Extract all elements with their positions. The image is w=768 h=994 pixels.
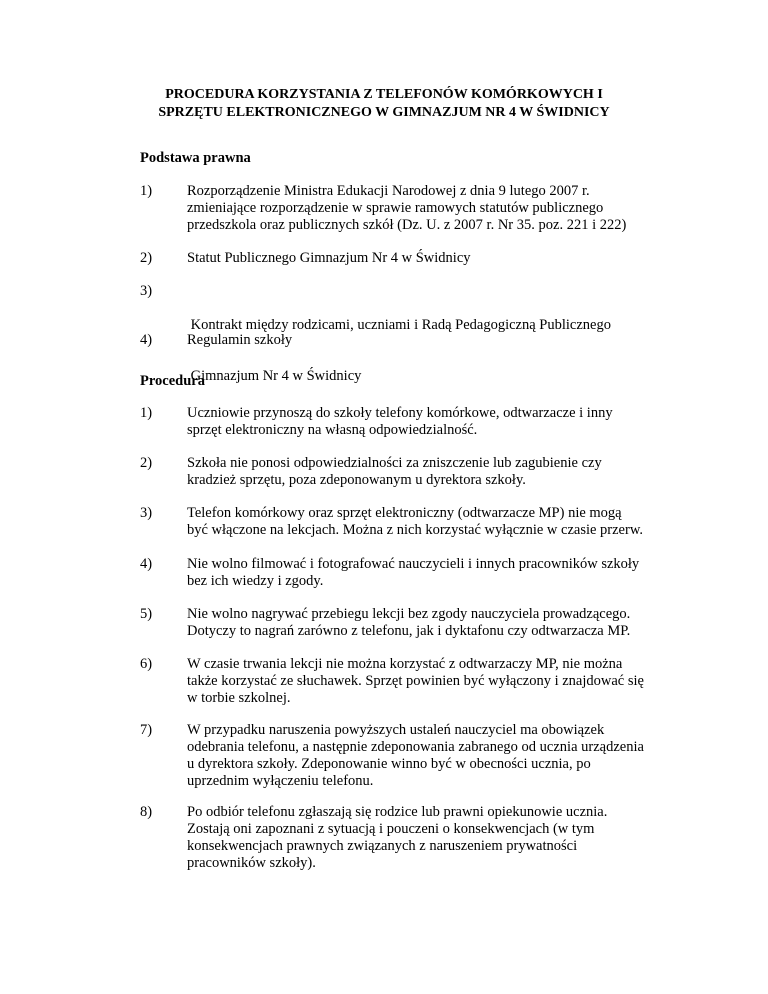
text-line: być włączone na lekcjach. Można z nich korzystać wyłącznie w czasie przerw. [187,522,643,538]
title-line-1: PROCEDURA KORZYSTANIA Z TELEFONÓW KOMÓRKOWYCH I [165,87,603,102]
procedure-item-2-text [187,455,687,489]
procedure-item-6-number: 6) [140,656,153,672]
legal-item-2-text [187,250,687,267]
text-line: także korzystać ze słuchawek. Sprzęt powinien być wyłączony i znajdować się [187,673,644,689]
text-line: bez ich wiedzy i zgody. [187,573,324,589]
procedure-item-1-text [187,405,687,439]
procedure-item-7-text [187,722,687,790]
legal-item-4-number: 4) [140,332,153,348]
legal-basis-heading: Podstawa prawna [140,150,251,166]
procedure-item-8-text [187,804,687,872]
procedure-item-5-text [187,606,687,640]
procedure-item-5-number: 5) [140,606,153,622]
text-line: Gimnazjum Nr 4 w Świdnicy [187,368,362,384]
text-line: zmieniające rozporządzenie w sprawie ramowych statutów publicznego [187,200,604,216]
text-line: sprzęt elektroniczny na własną odpowiedzialność. [187,422,478,438]
legal-item-4-text [187,332,687,349]
text-line: Telefon komórkowy oraz sprzęt elektroniczny (odtwarzacze MP) nie mogą [187,505,622,521]
procedure-item-1-number: 1) [140,405,153,421]
procedure-item-4-number: 4) [140,556,153,572]
legal-item-3-text [187,283,687,419]
text-line: Regulamin szkoły [187,332,293,348]
text-line: W czasie trwania lekcji nie można korzystać z odtwarzaczy MP, nie można [187,656,623,672]
text-line: kradzież sprzętu, poza zdeponowanym u dyrektora szkoły. [187,472,526,488]
text-line: u dyrektora szkoły. Zdeponowanie winno być w obecności ucznia, po [187,756,591,772]
legal-item-3-number: 3) [140,283,153,299]
text-line: uprzednim wyłączeniu telefonu. [187,773,374,789]
text-line: odebrania telefonu, a następnie zdeponowania zabranego od ucznia urządzenia [187,739,644,755]
text-line: Po odbiór telefonu zgłaszają się rodzice lub prawni opiekunowie ucznia. [187,804,608,820]
legal-item-1-text [187,183,687,234]
procedure-item-6-text [187,656,687,707]
procedure-heading: Procedura [140,373,205,389]
text-line: Kontrakt między rodzicami, uczniami i Radą Pedagogiczną Publicznego [187,317,611,333]
text-line: konsekwencjach prawnych związanych z naruszeniem prywatności [187,838,578,854]
text-line: Nie wolno nagrywać przebiegu lekcji bez zgody nauczyciela prowadzącego. [187,606,631,622]
legal-item-2-number: 2) [140,250,153,266]
legal-item-1-number: 1) [140,183,153,199]
procedure-item-8-number: 8) [140,804,153,820]
text-line: Szkoła nie ponosi odpowiedzialności za zniszczenie lub zagubienie czy [187,455,602,471]
text-line: w torbie szkolnej. [187,690,291,706]
text-line: Dotyczy to nagrań zarówno z telefonu, jak i dyktafonu czy odtwarzacza MP. [187,623,631,639]
procedure-item-3-number: 3) [140,505,153,521]
text-line: pracowników szkoły). [187,855,316,871]
procedure-item-7-number: 7) [140,722,153,738]
document-title [110,86,658,122]
text-line: Zostają oni zapoznani z sytuacją i pouczeni o konsekwencjach (w tym [187,821,595,837]
procedure-item-4-text [187,556,687,590]
text-line: Nie wolno filmować i fotografować nauczycieli i innych pracowników szkoły [187,556,640,572]
text-line: Rozporządzenie Ministra Edukacji Narodowej z dnia 9 lutego 2007 r. [187,183,590,199]
procedure-item-2-number: 2) [140,455,153,471]
text-line: W przypadku naruszenia powyższych ustaleń nauczyciel ma obowiązek [187,722,605,738]
text-line: Statut Publicznego Gimnazjum Nr 4 w Świdnicy [187,250,471,266]
text-line: przedszkola oraz publicznych szkół (Dz. U. z 2007 r. Nr 35. poz. 221 i 222) [187,217,627,233]
procedure-item-3-text [187,505,687,539]
title-line-2: SPRZĘTU ELEKTRONICZNEGO W GIMNAZJUM NR 4 W ŚWIDNICY [158,105,610,120]
text-line: Uczniowie przynoszą do szkoły telefony komórkowe, odtwarzacze i inny [187,405,613,421]
